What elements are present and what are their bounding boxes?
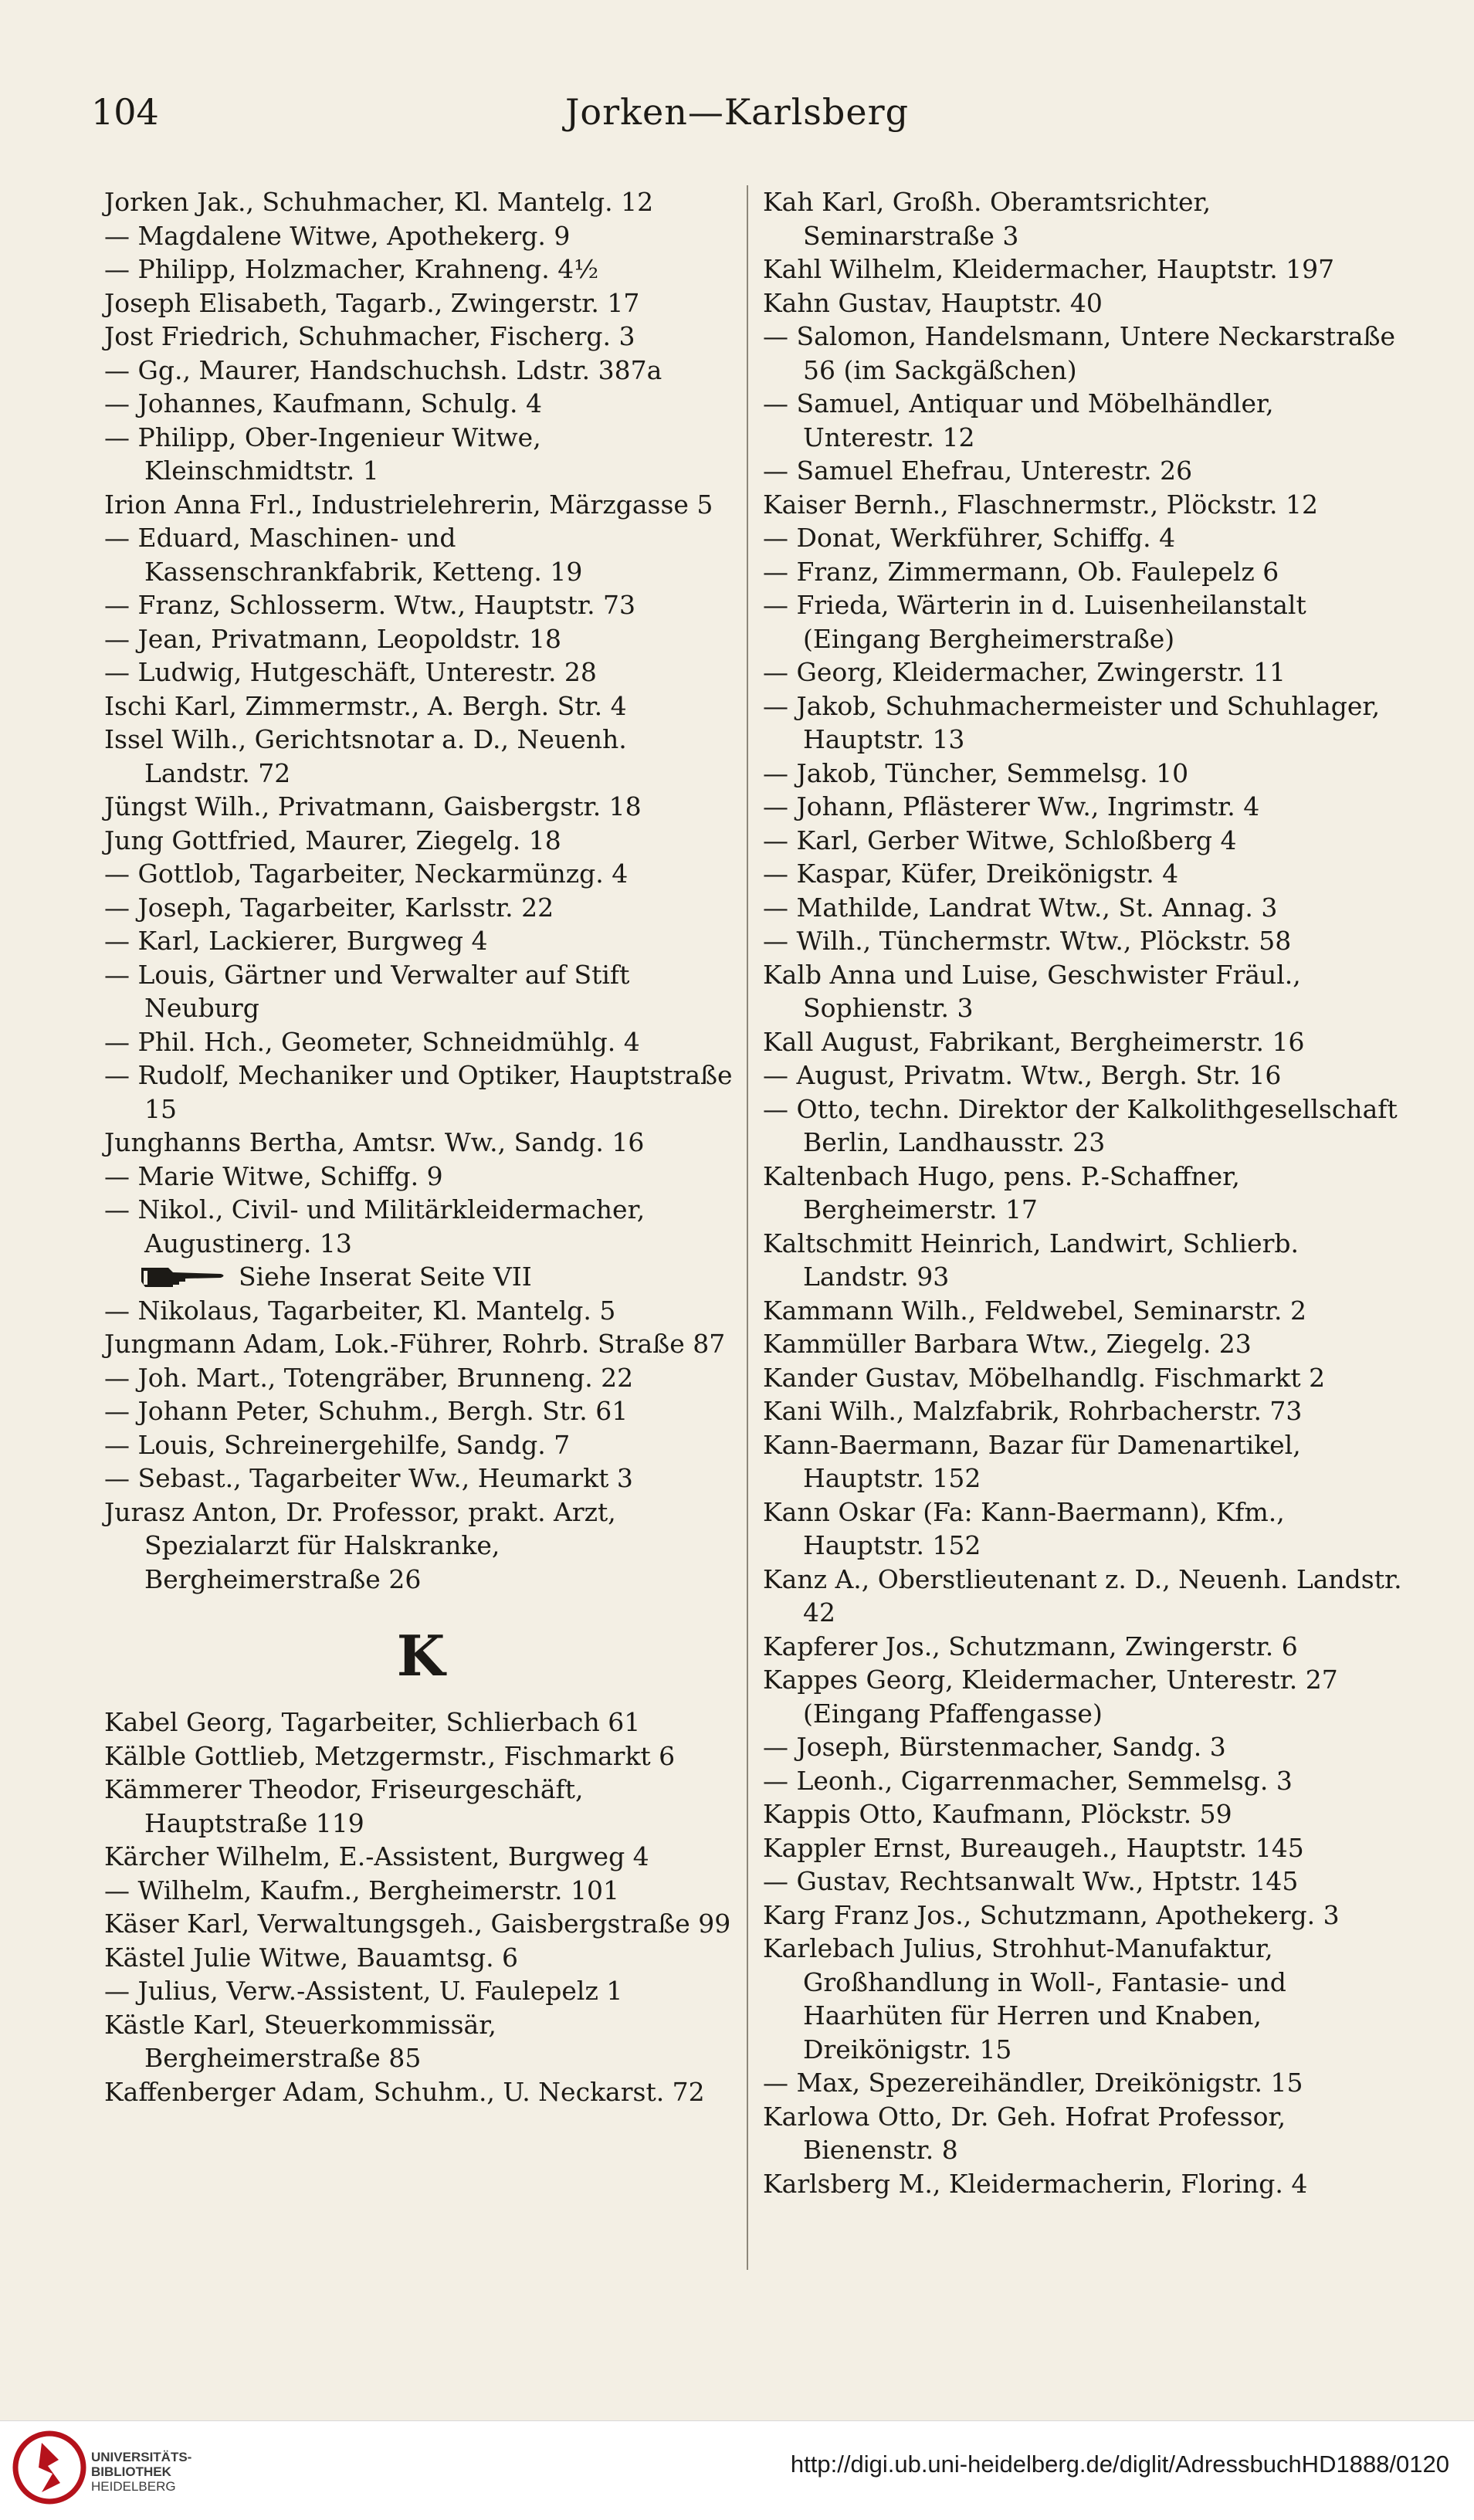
directory-entry: — Joseph, Bürstenmacher, Sandg. 3 — [763, 1732, 1226, 1762]
directory-entry: — Marie Witwe, Schiffg. 9 — [104, 1160, 443, 1191]
right-entries — [763, 185, 1404, 2200]
directory-entry: Kaltschmitt Heinrich, Landwirt, Schlierb. Landstr. 93 — [763, 1228, 1299, 1292]
directory-entry: Irion Anna Frl., Industrielehrerin, Märzgasse 5 — [104, 489, 713, 520]
directory-entry: Kästle Karl, Steuerkommissär, Bergheimerstraße 85 — [104, 2009, 496, 2073]
directory-entry: — Joh. Mart., Totengräber, Brunneng. 22 — [104, 1362, 634, 1393]
directory-entry: — Jakob, Tüncher, Semmelsg. 10 — [763, 757, 1189, 788]
directory-entry: — Phil. Hch., Geometer, Schneidmühlg. 4 — [104, 1026, 640, 1057]
directory-entry: — Samuel, Antiquar und Möbelhändler, Unterestr. 12 — [763, 388, 1274, 452]
university-seal-logo — [11, 2429, 88, 2506]
directory-entry: — Gg., Maurer, Handschuchsh. Ldstr. 387a — [104, 354, 662, 385]
directory-entry: Kapferer Jos., Schutzmann, Zwingerstr. 6 — [763, 1631, 1298, 1661]
directory-entry: Kaltenbach Hugo, pens. P.-Schaffner, Bergheimerstr. 17 — [763, 1160, 1240, 1224]
directory-entry: — Franz, Schlosserm. Wtw., Hauptstr. 73 — [104, 590, 636, 620]
directory-entry: Kann Oskar (Fa: Kann-Baermann), Kfm., Hauptstr. 152 — [763, 1496, 1285, 1560]
directory-entry: Jorken Jak., Schuhmacher, Kl. Mantelg. 12 — [104, 187, 654, 217]
inserat-note — [104, 1260, 737, 1294]
directory-entry: Kann-Baermann, Bazar für Damenartikel, Hauptstr. 152 — [763, 1429, 1301, 1493]
source-url[interactable]: http://digi.ub.uni-heidelberg.de/diglit/AdressbuchHD1888/0120 — [790, 2451, 1449, 2478]
library-name — [91, 2450, 191, 2494]
directory-entry: — Joseph, Tagarbeiter, Karlsstr. 22 — [104, 892, 554, 923]
directory-entry: — Karl, Gerber Witwe, Schloßberg 4 — [763, 825, 1237, 855]
section-letter: K — [396, 1623, 446, 1688]
directory-entry: — Jean, Privatmann, Leopoldstr. 18 — [104, 623, 562, 654]
directory-entry: — Louis, Schreinergehilfe, Sandg. 7 — [104, 1429, 571, 1460]
directory-entry: — Louis, Gärtner und Verwalter auf Stift Neuburg — [104, 959, 630, 1023]
directory-entry: — August, Privatm. Wtw., Bergh. Str. 16 — [763, 1060, 1282, 1090]
left-column — [104, 185, 737, 2108]
directory-entry: — Johann Peter, Schuhm., Bergh. Str. 61 — [104, 1396, 629, 1426]
running-head: Jorken—Karlsberg — [564, 91, 910, 133]
directory-entry: — Georg, Kleidermacher, Zwingerstr. 11 — [763, 657, 1286, 687]
directory-entry: Jüngst Wilh., Privatmann, Gaisbergstr. 18 — [104, 791, 642, 821]
directory-entry: Issel Wilh., Gerichtsnotar a. D., Neuenh. Landstr. 72 — [104, 724, 627, 788]
library-name-line-3: HEIDELBERG — [91, 2479, 176, 2494]
column-divider — [747, 185, 748, 2270]
directory-entry: — Eduard, Maschinen- und Kassenschrankfabrik, Ketteng. 19 — [104, 523, 583, 587]
directory-entry: Kälble Gottlieb, Metzgermstr., Fischmarkt 6 — [104, 1740, 676, 1771]
directory-entry: — Wilh., Tünchermstr. Wtw., Plöckstr. 58 — [763, 926, 1292, 956]
directory-entry: Jost Friedrich, Schuhmacher, Fischerg. 3 — [104, 321, 635, 351]
library-name-line-2: BIBLIOTHEK — [91, 2464, 171, 2479]
directory-entry: Kaiser Bernh., Flaschnermstr., Plöckstr. 12 — [763, 489, 1319, 520]
directory-entry: — Johannes, Kaufmann, Schulg. 4 — [104, 388, 542, 418]
directory-entry: — Jakob, Schuhmachermeister und Schuhlager, Hauptstr. 13 — [763, 690, 1381, 754]
directory-entry: — Max, Spezereihändler, Dreikönigstr. 15 — [763, 2068, 1303, 2098]
directory-entry: Kämmerer Theodor, Friseurgeschäft, Hauptstraße 119 — [104, 1774, 584, 1838]
directory-entry: Kaffenberger Adam, Schuhm., U. Neckarst. 72 — [104, 2076, 705, 2107]
directory-entry: — Johann, Pflästerer Ww., Ingrimstr. 4 — [763, 791, 1260, 821]
directory-entry: — Nikol., Civil- und Militärkleidermacher, Augustinerg. 13 — [104, 1194, 646, 1258]
left-entries-after-inserat — [104, 1294, 737, 1597]
directory-entry: Karlowa Otto, Dr. Geh. Hofrat Professor, Bienenstr. 8 — [763, 2101, 1286, 2165]
directory-entry: — Salomon, Handelsmann, Untere Neckarstraße 56 (im Sackgäßchen) — [763, 321, 1396, 385]
directory-entry: — Julius, Verw.-Assistent, U. Faulepelz 1 — [104, 1976, 623, 2006]
left-entries-section-k — [104, 1705, 737, 2108]
directory-entry: — Otto, techn. Direktor der Kalkolithgesellschaft Berlin, Landhausstr. 23 — [763, 1093, 1398, 1157]
directory-entry: Kani Wilh., Malzfabrik, Rohrbacherstr. 73 — [763, 1396, 1303, 1426]
directory-entry: — Ludwig, Hutgeschäft, Unterestr. 28 — [104, 657, 597, 687]
directory-entry: Kall August, Fabrikant, Bergheimerstr. 16 — [763, 1026, 1305, 1057]
directory-entry: Kalb Anna und Luise, Geschwister Fräul., Sophienstr. 3 — [763, 959, 1301, 1023]
directory-entry: — Frieda, Wärterin in d. Luisenheilanstalt (Eingang Bergheimerstraße) — [763, 590, 1306, 654]
directory-entry: — Mathilde, Landrat Wtw., St. Annag. 3 — [763, 892, 1278, 923]
directory-entry: Ischi Karl, Zimmermstr., A. Bergh. Str. 4 — [104, 690, 627, 721]
left-entries-before-inserat — [104, 185, 737, 1260]
pointing-hand-icon — [139, 1263, 228, 1291]
footer-bar — [0, 2420, 1474, 2520]
directory-entry: Kärcher Wilhelm, E.-Assistent, Burgweg 4 — [104, 1841, 649, 1871]
directory-entry: Kästel Julie Witwe, Bauamtsg. 6 — [104, 1942, 519, 1973]
directory-entry: Kappler Ernst, Bureaugeh., Hauptstr. 145 — [763, 1832, 1304, 1863]
directory-entry: Kander Gustav, Möbelhandlg. Fischmarkt 2 — [763, 1362, 1326, 1393]
directory-entry: — Kaspar, Küfer, Dreikönigstr. 4 — [763, 859, 1179, 889]
directory-entry: Kabel Georg, Tagarbeiter, Schlierbach 61 — [104, 1707, 641, 1737]
library-name-line-1: UNIVERSITÄTS- — [91, 2450, 192, 2464]
directory-entry: Jurasz Anton, Dr. Professor, prakt. Arzt, Spezialarzt für Halskranke, Bergheimerstraße 26 — [104, 1496, 616, 1594]
directory-entry: — Franz, Zimmermann, Ob. Faulepelz 6 — [763, 556, 1279, 587]
directory-entry: Kappes Georg, Kleidermacher, Unterestr. 27 (Eingang Pfaffengasse) — [763, 1665, 1338, 1729]
directory-entry: — Donat, Werkführer, Schiffg. 4 — [763, 523, 1176, 553]
right-column — [763, 185, 1404, 2200]
directory-entry: Karlsberg M., Kleidermacherin, Floring. 4 — [763, 2168, 1308, 2199]
directory-entry: Karg Franz Jos., Schutzmann, Apothekerg. 3 — [763, 1899, 1340, 1930]
directory-entry: Kammüller Barbara Wtw., Ziegelg. 23 — [763, 1329, 1252, 1359]
directory-entry: Junghanns Bertha, Amtsr. Ww., Sandg. 16 — [104, 1127, 645, 1157]
directory-entry: Kah Karl, Großh. Oberamtsrichter, Seminarstraße 3 — [763, 187, 1211, 251]
directory-entry: Kappis Otto, Kaufmann, Plöckstr. 59 — [763, 1799, 1232, 1829]
inserat-text: Siehe Inserat Seite VII — [239, 1262, 532, 1292]
directory-entry: Kahl Wilhelm, Kleidermacher, Hauptstr. 197 — [763, 254, 1335, 284]
directory-entry: — Samuel Ehefrau, Unterestr. 26 — [763, 456, 1193, 486]
directory-entry: — Philipp, Holzmacher, Krahneng. 4½ — [104, 254, 599, 284]
directory-entry: — Wilhelm, Kaufm., Bergheimerstr. 101 — [104, 1875, 620, 1905]
directory-entry: — Leonh., Cigarrenmacher, Semmelsg. 3 — [763, 1765, 1293, 1796]
directory-entry: — Magdalene Witwe, Apothekerg. 9 — [104, 220, 571, 251]
directory-entry: — Gustav, Rechtsanwalt Ww., Hptstr. 145 — [763, 1866, 1299, 1896]
directory-entry: — Sebast., Tagarbeiter Ww., Heumarkt 3 — [104, 1463, 633, 1493]
directory-entry: Joseph Elisabeth, Tagarb., Zwingerstr. 17 — [104, 287, 640, 318]
page-number: 104 — [91, 91, 159, 133]
directory-entry: Käser Karl, Verwaltungsgeh., Gaisbergstraße 99 — [104, 1909, 731, 1939]
directory-entry: Kanz A., Oberstlieutenant z. D., Neuenh. Landstr. 42 — [763, 1563, 1402, 1628]
directory-entry: Karlebach Julius, Strohhut-Manufaktur, Großhandlung in Woll-, Fantasie- und Haarhüten für Herren und Knaben, Dreikönigstr. 15 — [763, 1933, 1286, 2064]
directory-entry: — Gottlob, Tagarbeiter, Neckarmünzg. 4 — [104, 859, 629, 889]
directory-entry: Jung Gottfried, Maurer, Ziegelg. 18 — [104, 825, 561, 855]
directory-entry: Kammann Wilh., Feldwebel, Seminarstr. 2 — [763, 1295, 1307, 1326]
directory-entry: — Philipp, Ober-Ingenieur Witwe, Kleinschmidtstr. 1 — [104, 422, 541, 486]
directory-entry: — Nikolaus, Tagarbeiter, Kl. Mantelg. 5 — [104, 1295, 616, 1326]
directory-entry: Kahn Gustav, Hauptstr. 40 — [763, 287, 1103, 318]
directory-entry: — Karl, Lackierer, Burgweg 4 — [104, 926, 488, 956]
directory-entry: — Rudolf, Mechaniker und Optiker, Hauptstraße 15 — [104, 1060, 733, 1124]
directory-entry: Jungmann Adam, Lok.-Führer, Rohrb. Straße 87 — [104, 1329, 726, 1359]
